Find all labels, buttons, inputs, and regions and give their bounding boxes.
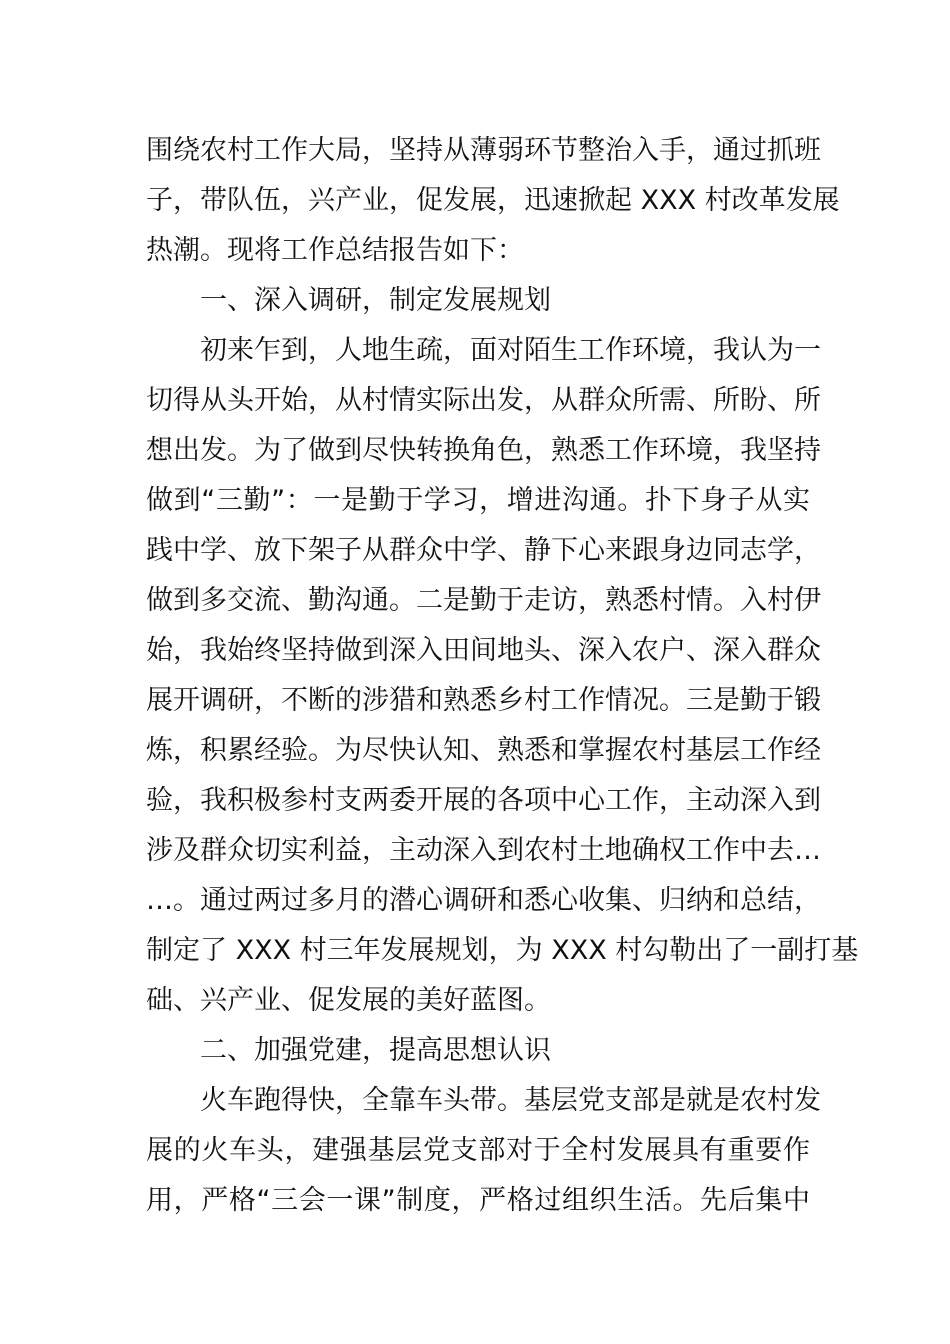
text-line: 火车跑得快，全靠车头带。基层党支部是就是农村发 xyxy=(200,1085,821,1116)
section-heading: 一、深入调研，制定发展规划 xyxy=(200,285,551,316)
text-line: 子，带队伍，兴产业，促发展，迅速掀起 XXX 村改革发展 xyxy=(146,185,840,216)
text-line: 初来乍到，人地生疏，面对陌生工作环境，我认为一 xyxy=(200,335,821,366)
text-line: 做到“三勤”：一是勤于学习，增进沟通。扑下身子从实 xyxy=(146,485,810,516)
text-line: 热潮。现将工作总结报告如下： xyxy=(146,235,524,266)
text-line: 践中学、放下架子从群众中学、静下心来跟身边同志学， xyxy=(146,535,821,566)
text-line: 围绕农村工作大局，坚持从薄弱环节整治入手，通过抓班 xyxy=(146,135,821,166)
text-line: 想出发。为了做到尽快转换角色，熟悉工作环境，我坚持 xyxy=(146,435,821,466)
section-heading: 二、加强党建，提高思想认识 xyxy=(200,1035,551,1066)
text-line: 炼，积累经验。为尽快认知、熟悉和掌握农村基层工作经 xyxy=(146,735,821,766)
text-line: 做到多交流、勤沟通。二是勤于走访，熟悉村情。入村伊 xyxy=(146,585,821,616)
text-line: 验，我积极参村支两委开展的各项中心工作，主动深入到 xyxy=(146,785,821,816)
text-line: 展的火车头，建强基层党支部对于全村发展具有重要作 xyxy=(146,1135,810,1166)
text-line: 始，我始终坚持做到深入田间地头、深入农户、深入群众 xyxy=(146,635,821,666)
text-line: 切得从头开始，从村情实际出发，从群众所需、所盼、所 xyxy=(146,385,821,416)
text-line: 涉及群众切实利益，主动深入到农村土地确权工作中去… xyxy=(146,835,821,866)
text-line: 用，严格“三会一课”制度，严格过组织生活。先后集中 xyxy=(146,1185,810,1216)
text-line: …。通过两过多月的潜心调研和悉心收集、归纳和总结， xyxy=(146,885,821,916)
body-text xyxy=(146,126,859,1226)
text-line: 展开调研，不断的涉猎和熟悉乡村工作情况。三是勤于锻 xyxy=(146,685,821,716)
text-line: 制定了 XXX 村三年发展规划，为 XXX 村勾勒出了一副打基 xyxy=(146,935,859,966)
text-line: 础、兴产业、促发展的美好蓝图。 xyxy=(146,985,551,1016)
